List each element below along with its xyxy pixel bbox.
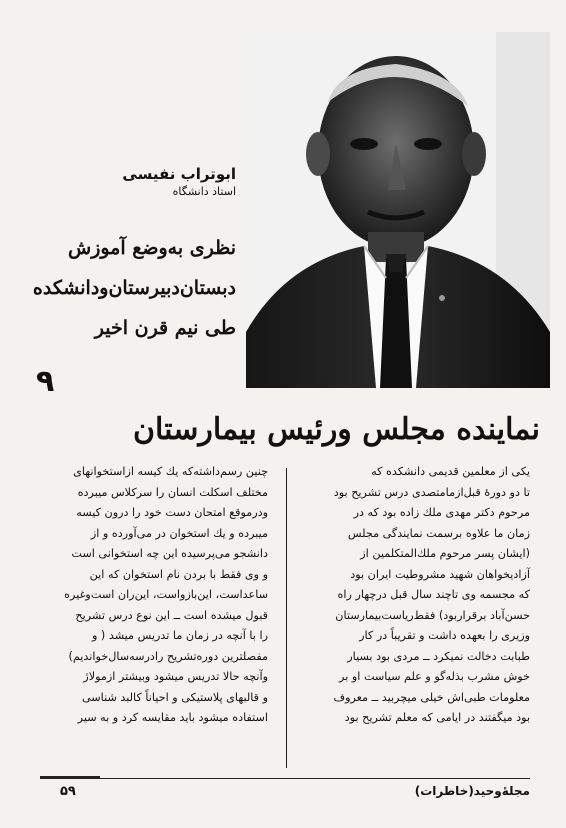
- footer-rule: [40, 778, 530, 779]
- text-line: مرحوم دکتر مهدی ملك زاده بود که در: [353, 506, 530, 519]
- text-line: وآنچه حالا تدریس میشود وبیشتر ازمولاژ: [83, 670, 268, 683]
- text-line: بود میگفتند در ایامی که معلم تشریح بود: [344, 711, 530, 724]
- subtitle-line: نظری به‌وضع آموزش: [68, 237, 236, 259]
- text-line: چنین رسم‌داشته‌که یك کیسه ازاستخوانهای: [73, 465, 268, 478]
- body-column-left: [42, 462, 268, 729]
- text-line: را با آنچه در زمان ما تدریس میشد ( و: [91, 629, 268, 642]
- text-line: تا دو دورهٔ قبل‌ازما‌متصدی درس تشریح بود: [333, 485, 530, 499]
- text-line: دانشجو می‌پرسیده این چه استخوانی است: [71, 547, 268, 560]
- text-line: طبابت دخالت نمیکرد ــ مردی بود بسیار: [347, 649, 530, 663]
- text-line: میبرده و یك استخوان در می‌آورده و از: [90, 526, 268, 540]
- section-title: نماینده مجلس ورئیس بیمارستان: [132, 412, 540, 447]
- text-line: و وی فقط با بردن نام استخوان که این: [89, 567, 268, 581]
- text-line: ودرموقع امتحان دست خود را درون کیسه: [76, 506, 268, 519]
- portrait-photo: [246, 32, 550, 388]
- text-line: حسن‌آباد برقرار‌بود) فقط‌ریاست‌بیمارستان: [335, 608, 530, 622]
- author-name: ابوتراب نفیسی: [122, 165, 236, 183]
- text-line: یکی از معلمین قدیمی دانشکده که: [371, 465, 530, 478]
- text-line: استفاده میشود باید مقایسه کرد و به سیر: [77, 711, 268, 724]
- page-number: ۵۹: [60, 784, 76, 799]
- text-line: معلومات طبی‌اش خیلی میچربید ــ معروف: [333, 690, 530, 704]
- author-block: [60, 164, 236, 200]
- column-divider: [286, 468, 287, 768]
- author-title: استاد دانشگاه: [172, 185, 236, 198]
- text-line: ساعداست، این‌بازواست، این‌ران است‌وغیره: [64, 588, 268, 601]
- text-line: (ایشان پسر مرحوم ملك‌المتکلمین از: [360, 547, 530, 560]
- text-line: آزادیخواهان شهید مشروطیت ایران بود: [350, 567, 530, 581]
- text-line: قبول میشده است ــ این نوع درس تشریح: [75, 608, 268, 622]
- author-portrait: [246, 32, 550, 388]
- text-line: وزیری را بعهده داشت و تقریباً در کار: [359, 629, 530, 642]
- text-line: مختلف اسکلت انسان را سرکلاس میبرده: [77, 485, 268, 499]
- text-line: خوش مشرب بذله‌گو و علم سیاست او بر: [339, 670, 530, 683]
- part-number: ۹: [36, 364, 55, 399]
- text-line: و قالبهای پلاستیکی و احیاناً کالبد شناسی: [81, 690, 268, 704]
- text-line: مفصلترین دوره‌تشریح رادرسه‌سال‌خواندیم): [68, 649, 268, 663]
- article-body: [42, 462, 530, 772]
- text-line: زمان ما علاوه برسمت نمایندگی مجلس: [347, 526, 530, 540]
- body-column-right: [304, 462, 530, 729]
- subtitle-line: دبستان‌دبیرستان‌ودانشکده: [32, 277, 236, 299]
- subtitle-line: طی نیم قرن اخیر: [94, 317, 236, 339]
- journal-name: مجلهٔ‌وحید(خاطرات): [414, 784, 530, 798]
- text-line: که مجسمه وی تاچند سال قبل درچهار راه: [337, 588, 530, 601]
- article-subtitle: [28, 228, 236, 348]
